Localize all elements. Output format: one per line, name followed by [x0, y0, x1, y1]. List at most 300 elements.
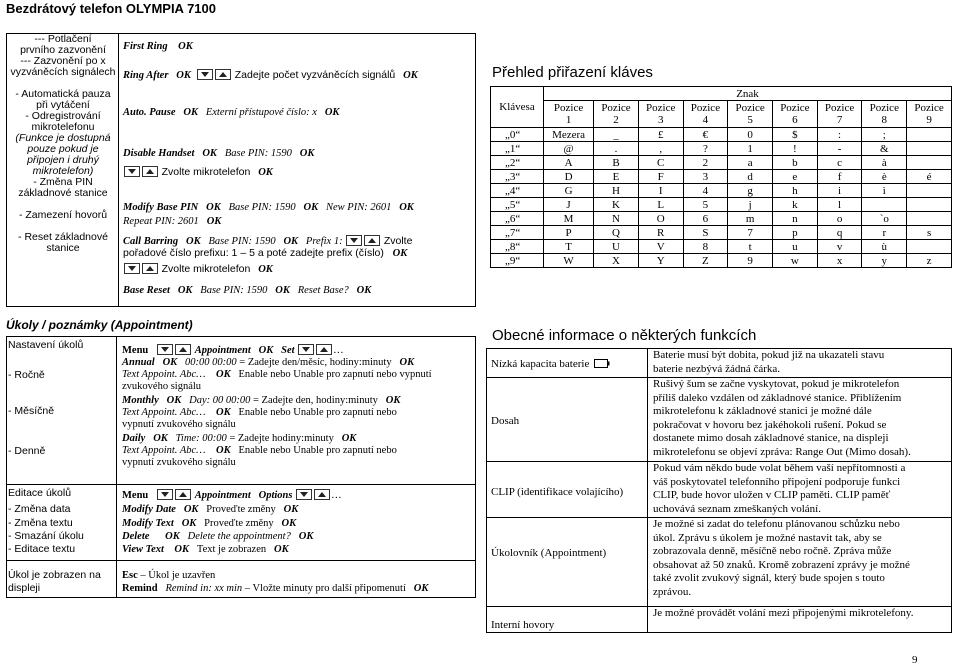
general-text-line: Je možné si zadat do telefonu plánovanou schůzku nebo — [653, 518, 900, 530]
general-text-line: Je možné provádět volání mezi připojenými mikrotelefony. — [653, 607, 914, 619]
ok-label: OK — [356, 285, 372, 296]
keymap-char-cell: I — [638, 184, 683, 198]
general-text-line: uchovává seznam zmeškaných volání. — [653, 502, 821, 515]
ok-label: OK — [392, 248, 408, 259]
keymap-key-cell: „2“ — [491, 156, 544, 170]
keymap-char-cell: i — [817, 184, 862, 198]
keymap-char-cell: 0 — [728, 128, 773, 142]
keymap-char-cell: m — [728, 212, 773, 226]
keymap-char-cell: @ — [544, 142, 594, 156]
choose-handset-text: Zvolte mikrotelefon — [161, 263, 251, 275]
keymap-char-cell: p — [773, 226, 818, 240]
general-text-line: Baterie musí být dobita, pokud již na ukazateli stavu — [653, 349, 885, 361]
keymap-char-cell: £ — [638, 128, 683, 142]
keymap-char-cell: r — [862, 226, 907, 240]
page-number: 9 — [912, 654, 918, 666]
ok-label: OK — [186, 236, 201, 247]
keymap-row — [491, 226, 952, 240]
ok-label: OK — [162, 357, 178, 368]
menu-label: Menu — [122, 490, 149, 501]
keymap-row — [491, 184, 952, 198]
down-key-icon — [298, 344, 314, 355]
keymap-position-header — [817, 101, 862, 128]
auto-pause-label: Auto. Pause — [123, 107, 176, 118]
keymap-header-key: Klávesa — [491, 87, 544, 128]
ukol-zobrazen-label: Úkol je zobrazen na — [8, 569, 101, 581]
annual-option: Annual — [122, 357, 155, 368]
keymap-char-cell: k — [773, 198, 818, 212]
ok-label: OK — [275, 285, 290, 296]
keymap-char-cell: S — [683, 226, 728, 240]
keymap-key-cell: „9“ — [491, 254, 544, 268]
keymap-position-header — [638, 101, 683, 128]
keymap-char-cell: 2 — [683, 156, 728, 170]
ok-label: OK — [206, 216, 222, 227]
view-text-option: View Text — [122, 544, 164, 555]
keymap-char-cell: v — [817, 240, 862, 254]
keymap-char-cell: X — [594, 254, 639, 268]
ok-label: OK — [165, 531, 180, 542]
prefix-description: pořadové číslo prefixu: 1 – 5 a poté zadejte prefix (číslo) — [123, 247, 384, 259]
general-text-line: pokračovat v hovoru bez jakéhokoli rušení. Pokud se — [653, 418, 887, 431]
remind-in: Remind in: xx min — [165, 583, 243, 594]
function-list-line: pouze pokud je — [27, 143, 99, 155]
general-row-label — [491, 357, 645, 372]
keymap-position-header — [544, 101, 594, 128]
keymap-char-cell: 6 — [683, 212, 728, 226]
keymap-char-cell: Mezera — [544, 128, 594, 142]
ok-label: OK — [413, 583, 429, 594]
general-text-line: mikrotelefonu k základnové stanici je možné dále — [653, 405, 872, 418]
modify-base-pin-label: Modify Base PIN — [123, 202, 199, 213]
ellipsis: … — [333, 345, 344, 356]
ok-label: OK — [324, 107, 340, 118]
keymap-char-cell: Q — [594, 226, 639, 240]
keymap-row — [491, 156, 952, 170]
keymap-key-cell: „5“ — [491, 198, 544, 212]
keymap-char-cell: d — [728, 170, 773, 184]
keymap-char-cell: 8 — [683, 240, 728, 254]
general-row-label — [491, 546, 645, 560]
keymap-char-cell: q — [817, 226, 862, 240]
repeat-pin-text: Repeat PIN: 2601 — [123, 216, 199, 227]
nastaveni-label: Nastavení úkolů — [8, 339, 84, 351]
keymap-char-cell: j — [728, 198, 773, 212]
base-pin-text: Base PIN: 1590 — [208, 236, 276, 247]
keymap-char-cell: - — [817, 142, 862, 156]
esc-label: Esc — [122, 570, 138, 581]
keymap-title: Přehled přiřazení kláves — [492, 64, 653, 81]
down-key-icon — [157, 344, 173, 355]
keymap-row — [491, 254, 952, 268]
function-list-line: - Automatická pauza — [15, 88, 111, 100]
function-list-line: - Reset základnové — [18, 231, 108, 243]
keymap-row — [491, 198, 952, 212]
keymap-key-cell: „6“ — [491, 212, 544, 226]
up-key-icon — [364, 235, 380, 246]
prefix-text: Prefix 1: — [305, 236, 343, 247]
battery-icon — [594, 358, 610, 372]
keymap-char-cell: g — [728, 184, 773, 198]
pozice-label: Pozice — [690, 102, 721, 114]
keymap-char-cell: A — [544, 156, 594, 170]
keymap-position-header — [728, 101, 773, 128]
keymap-char-cell: € — [683, 128, 728, 142]
keymap-char-cell: y — [862, 254, 907, 268]
general-label-text: Dosah — [491, 415, 520, 427]
keymap-char-cell: 5 — [683, 198, 728, 212]
keymap-char-cell: P — [544, 226, 594, 240]
proved-text: Proveďte změny — [204, 518, 274, 529]
pozice-number: 5 — [747, 114, 753, 126]
keymap-char-cell: h — [773, 184, 818, 198]
general-text-line: váš poskytovatel telefonního připojení podporuje funkci — [653, 475, 901, 488]
keymap-char-cell: 7 — [728, 226, 773, 240]
up-key-icon — [314, 489, 330, 500]
general-label-text: Úkolovník (Appointment) — [491, 547, 607, 559]
page-title: Bezdrátový telefon OLYMPIA 7100 — [6, 1, 216, 16]
pozice-number: 4 — [702, 114, 709, 126]
pozice-label: Pozice — [780, 102, 810, 114]
keymap-char-cell: 1 — [728, 142, 773, 156]
options-label: Options — [258, 490, 293, 501]
appointment-title: Úkoly / poznámky (Appointment) — [6, 318, 193, 332]
zmena-textu-label: - Změna textu — [8, 517, 73, 529]
function-list-line: prvního zazvonění — [20, 44, 106, 56]
pozice-label: Pozice — [735, 102, 765, 114]
choose-handset-text: Zvolte mikrotelefon — [161, 166, 251, 178]
ok-label: OK — [206, 202, 221, 213]
keymap-char-cell: L — [638, 198, 683, 212]
general-row-label — [491, 414, 645, 428]
keymap-key-cell: „8“ — [491, 240, 544, 254]
keymap-position-header — [907, 101, 952, 128]
call-barring-label: Call Barring — [123, 236, 179, 247]
keymap-char-cell: R — [638, 226, 683, 240]
annual-time: 00:00 00:00 — [185, 357, 237, 368]
down-key-icon — [124, 166, 140, 177]
ok-label: OK — [258, 264, 273, 275]
settings-function-list — [8, 34, 118, 254]
keymap-char-cell: `o — [862, 212, 907, 226]
daily-label: - Denně — [8, 445, 46, 457]
base-reset-label: Base Reset — [123, 285, 170, 296]
keymap-char-cell: à — [862, 156, 907, 170]
keymap-char-cell: Y — [638, 254, 683, 268]
function-list-line: - Odregistrování — [25, 110, 101, 122]
pozice-number: 7 — [836, 114, 843, 126]
keymap-char-cell — [907, 240, 952, 254]
keymap-char-cell: b — [773, 156, 818, 170]
ok-label: OK — [298, 531, 314, 542]
keymap-char-cell: T — [544, 240, 594, 254]
text-appoint: Text Appoint. Abc… — [122, 407, 206, 418]
function-list-line: mikrotelefon) — [32, 165, 94, 177]
keymap-char-cell: 4 — [683, 184, 728, 198]
function-list-line: --- Zazvonění po x — [20, 55, 106, 67]
keymap-char-cell — [907, 142, 952, 156]
pozice-number: 9 — [926, 114, 932, 126]
keymap-char-cell: 9 — [728, 254, 773, 268]
general-row-text — [653, 462, 950, 516]
keymap-char-cell: è — [862, 170, 907, 184]
enable-text-short: Enable nebo Unable pro zapnutí nebo — [238, 407, 397, 418]
reset-base-text: Reset Base? — [297, 285, 349, 296]
pozice-number: 8 — [881, 114, 888, 126]
auto-pause-prompt: Externí přístupové číslo: x — [205, 107, 317, 118]
annual-label: - Ročně — [8, 369, 45, 381]
ok-label: OK — [183, 107, 198, 118]
keymap-char-cell: 3 — [683, 170, 728, 184]
keymap-char-cell: N — [594, 212, 639, 226]
first-ring-label: First Ring — [123, 41, 168, 52]
general-text-line: mikrotelefonu se objeví zpráva: Range Out (Mimo dosah). — [653, 445, 911, 458]
keymap-key-cell: „1“ — [491, 142, 544, 156]
function-list-line: vyzváněcích signálech — [10, 66, 116, 78]
general-text-line: Pokud vám někdo bude volat během vaší nepřítomnosti a — [653, 462, 906, 474]
keymap-position-header — [773, 101, 818, 128]
ok-label: OK — [166, 395, 182, 406]
editace-label: Editace úkolů — [8, 487, 72, 499]
ok-label: OK — [216, 369, 231, 380]
general-text-line: úkol. Zprávu s úkolem je možné nastavit tak, aby se — [653, 531, 882, 544]
general-row-text — [653, 518, 950, 600]
keymap-char-cell: D — [544, 170, 594, 184]
keymap-char-cell: ! — [773, 142, 818, 156]
ok-label: OK — [341, 433, 357, 444]
monthly-label: - Měsíčně — [8, 405, 55, 417]
proved-text: Proveďte změny — [206, 504, 276, 515]
keymap-char-cell: ì — [862, 184, 907, 198]
keymap-char-cell: ù — [862, 240, 907, 254]
down-key-icon — [124, 263, 140, 274]
keymap-row — [491, 212, 952, 226]
function-list-line: - Změna PIN — [33, 176, 93, 188]
keymap-char-cell — [907, 198, 952, 212]
ellipsis: … — [331, 490, 342, 501]
general-row-label — [491, 485, 645, 499]
ok-label: OK — [183, 504, 199, 515]
keymap-key-cell: „3“ — [491, 170, 544, 184]
ok-label: OK — [181, 518, 197, 529]
ok-label: OK — [177, 285, 193, 296]
general-row-text — [653, 607, 950, 621]
keymap-char-cell: F — [638, 170, 683, 184]
keymap-char-cell: x — [817, 254, 862, 268]
general-text-line: zobrazovala denně, měsíčně nebo ročně. Zpráva může — [653, 545, 892, 558]
keymap-char-cell: W — [544, 254, 594, 268]
keymap-char-cell: ? — [683, 142, 728, 156]
set-label: Set — [281, 345, 295, 356]
keymap-char-cell: t — [728, 240, 773, 254]
daily-desc: = Zadejte hodiny:minuty — [229, 433, 334, 444]
keymap-header-znak: Znak — [544, 87, 952, 101]
pozice-number: 6 — [792, 114, 798, 126]
keymap-char-cell: E — [594, 170, 639, 184]
general-text-line: obsahovat až 50 znaků. Kromě zobrazení zprávy je možné — [653, 558, 910, 571]
ok-label: OK — [153, 433, 168, 444]
keymap-char-cell: f — [817, 170, 862, 184]
delete-question: Delete the appointment? — [187, 531, 291, 542]
down-key-icon — [296, 489, 312, 500]
keymap-char-cell: _ — [594, 128, 639, 142]
text-appoint: Text Appoint. Abc… — [122, 369, 206, 380]
up-key-icon — [142, 166, 158, 177]
function-list-line: základnové stanice — [18, 187, 108, 199]
keymap-char-cell: u — [773, 240, 818, 254]
ok-label: OK — [174, 544, 190, 555]
down-key-icon — [197, 69, 213, 80]
keymap-char-cell — [907, 156, 952, 170]
function-list-line: mikrotelefonu — [31, 121, 95, 133]
disable-handset-label: Disable Handset — [123, 148, 195, 159]
enable-text: Enable nebo Unable pro zapnutí nebo vypnutí — [238, 369, 432, 380]
modify-date-option: Modify Date — [122, 504, 176, 515]
keymap-char-cell: G — [544, 184, 594, 198]
keymap-char-cell: C — [638, 156, 683, 170]
general-row-text — [653, 349, 950, 376]
ok-label: OK — [258, 167, 273, 178]
pozice-label: Pozice — [869, 102, 899, 114]
appointment-menu-label: Appointment — [194, 345, 251, 356]
keymap-char-cell: e — [773, 170, 818, 184]
text-zobrazen: Text je zobrazen — [196, 544, 267, 555]
ok-label: OK — [385, 395, 401, 406]
enable-text-short: Enable nebo Unable pro zapnutí nebo — [238, 445, 397, 456]
ok-label: OK — [399, 202, 414, 213]
ring-after-prompt: Zadejte počet vyzváněcích signálů — [234, 69, 396, 81]
keymap-char-cell: l — [817, 198, 862, 212]
pozice-label: Pozice — [914, 102, 944, 114]
keymap-char-cell: O — [638, 212, 683, 226]
keymap-char-cell: é — [907, 170, 952, 184]
new-pin-text: New PIN: 2601 — [326, 202, 392, 213]
base-pin-text: Base PIN: 1590 — [224, 148, 292, 159]
keymap-char-cell — [862, 198, 907, 212]
keymap-char-cell: c — [817, 156, 862, 170]
monthly-time: Day: 00 00:00 — [189, 395, 251, 406]
keymap-char-cell: . — [594, 142, 639, 156]
zvukoveho-text: zvukového signálu — [122, 381, 202, 392]
keymap-char-cell: n — [773, 212, 818, 226]
ok-label: OK — [176, 70, 191, 81]
general-title: Obecné informace o některých funkcích — [492, 327, 757, 344]
ok-label: OK — [258, 345, 274, 356]
pozice-label: Pozice — [646, 102, 676, 114]
general-label-text: Interní hovory — [491, 619, 555, 631]
menu-label: Menu — [122, 345, 149, 356]
keymap-char-cell: V — [638, 240, 683, 254]
zvolte-text: Zvolte — [383, 235, 413, 247]
general-text-line: CLIP, bude hovor uložen v CLIP paměti. CLIP paměť — [653, 489, 891, 502]
keymap-row — [491, 240, 952, 254]
keymap-char-cell — [907, 212, 952, 226]
ok-label: OK — [283, 504, 299, 515]
ok-label: OK — [216, 407, 231, 418]
keymap-row — [491, 128, 952, 142]
keymap-char-cell: ; — [862, 128, 907, 142]
keymap-position-header — [862, 101, 907, 128]
base-pin-text: Base PIN: 1590 — [200, 285, 268, 296]
function-list-line: (Funkce je dostupná — [15, 132, 111, 144]
keymap-key-cell: „7“ — [491, 226, 544, 240]
pozice-label: Pozice — [553, 102, 584, 114]
pozice-number: 1 — [565, 114, 572, 126]
keymap-char-cell: : — [817, 128, 862, 142]
keymap-char-cell: Z — [683, 254, 728, 268]
keymap-char-cell: B — [594, 156, 639, 170]
pozice-number: 3 — [657, 114, 664, 126]
keymap-position-header — [594, 101, 639, 128]
keymap-key-cell: „0“ — [491, 128, 544, 142]
down-key-icon — [157, 489, 173, 500]
remind-desc: – Vložte minuty pro další připomenutí — [244, 583, 406, 594]
smazani-label: - Smazání úkolu — [8, 530, 84, 542]
up-key-icon — [175, 489, 191, 500]
up-key-icon — [142, 263, 158, 274]
function-list-line: --- Potlačení — [34, 33, 92, 45]
ok-label: OK — [216, 445, 231, 456]
ok-label: OK — [283, 236, 299, 247]
keymap-char-cell: a — [728, 156, 773, 170]
ok-label: OK — [299, 148, 315, 159]
up-key-icon — [215, 69, 231, 80]
keymap-char-cell — [907, 128, 952, 142]
general-label-text: Nízká kapacita baterie — [491, 358, 590, 370]
text-appoint: Text Appoint. Abc… — [122, 445, 206, 456]
keymap-table — [490, 86, 952, 268]
up-key-icon — [316, 344, 332, 355]
ok-label: OK — [399, 357, 415, 368]
keymap-char-cell: M — [544, 212, 594, 226]
keymap-char-cell: z — [907, 254, 952, 268]
general-text-line: dostanete mimo dosah základnové stanice, na displeji — [653, 432, 889, 445]
displeji-label: displeji — [8, 582, 41, 594]
general-row-label — [491, 618, 645, 632]
keymap-char-cell: K — [594, 198, 639, 212]
function-list-line: připojen i druhý — [27, 154, 99, 166]
general-row-text — [653, 378, 950, 460]
ok-label: OK — [303, 202, 319, 213]
pozice-label: Pozice — [824, 102, 855, 114]
keymap-char-cell: J — [544, 198, 594, 212]
vypnuti-zvukoveho: vypnutí zvukového signálu — [122, 457, 236, 468]
ukol-uzavren: – Úkol je uzavřen — [140, 570, 216, 581]
annual-desc: = Zadejte den/měsíc, hodiny:minuty — [239, 357, 392, 368]
keymap-position-header — [683, 101, 728, 128]
keymap-char-cell — [907, 184, 952, 198]
general-text-line: příliš daleko vzdálen od základnové stanice. Přiblížením — [653, 391, 902, 404]
ok-label: OK — [281, 518, 297, 529]
function-list-line: stanice — [46, 242, 80, 254]
appointment-menu-label: Appointment — [194, 490, 251, 501]
general-text-line: Rušivý šum se začne vyskytovat, pokud je mikrotelefon — [653, 378, 900, 390]
ok-label: OK — [202, 148, 217, 159]
keymap-char-cell: $ — [773, 128, 818, 142]
ok-label: OK — [178, 41, 193, 52]
vypnuti-zvukoveho: vypnutí zvukového signálu — [122, 419, 236, 430]
general-text-line: zprávou. — [653, 585, 692, 598]
general-text-line: také zvolit zvukový signál, který bude spojen s touto — [653, 572, 885, 585]
daily-option: Daily — [122, 433, 146, 444]
keymap-char-cell: , — [638, 142, 683, 156]
function-list-line: při vytáčení — [36, 99, 90, 111]
keymap-char-cell: & — [862, 142, 907, 156]
monthly-desc: = Zadejte den, hodiny:minuty — [252, 395, 378, 406]
general-label-text: CLIP (identifikace volajícího) — [491, 486, 624, 498]
ok-label: OK — [403, 70, 418, 81]
pozice-number: 2 — [613, 114, 619, 126]
